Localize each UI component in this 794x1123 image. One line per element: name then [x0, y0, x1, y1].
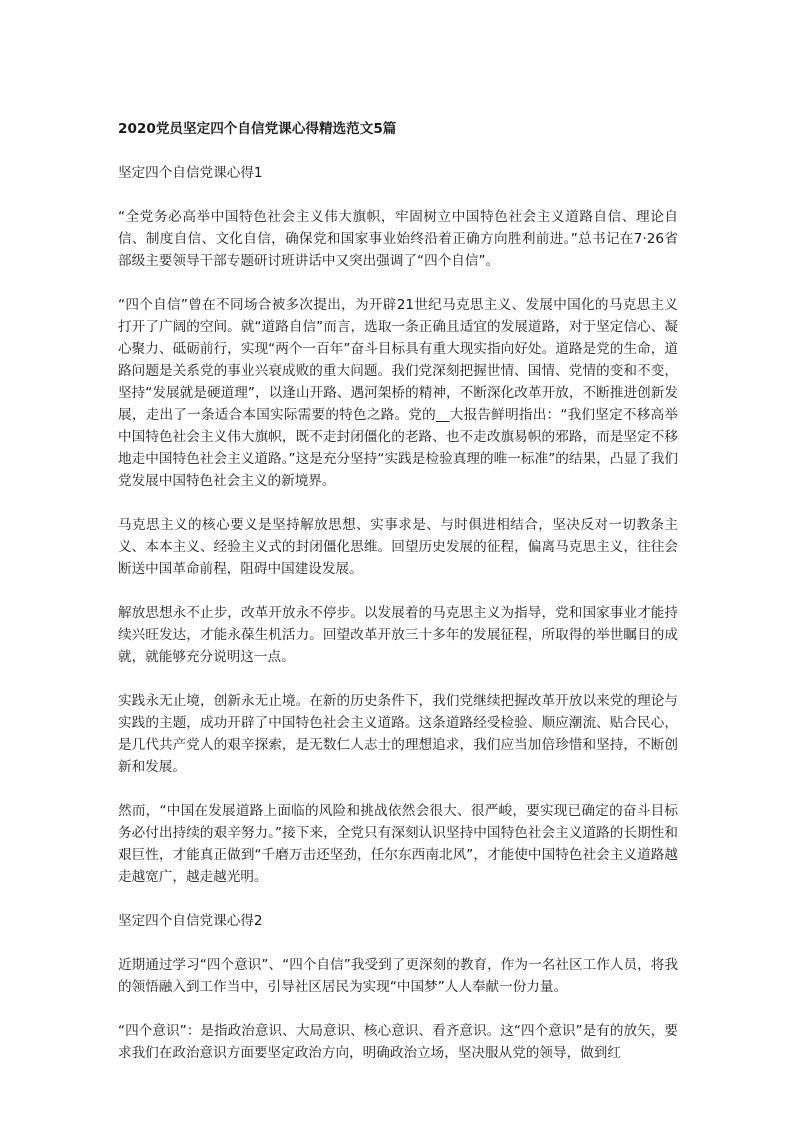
paragraph: “全党务必高举中国特色社会主义伟大旗帜，牢固树立中国特色社会主义道路自信、理论自信、制度自信、文化自信，确保党和国家事业始终沿着正确方向胜利前进。”总书记在7·26省部级主要领导干部专题研讨班讲话中又突出强调了“四个自信”。 — [118, 209, 678, 269]
spacer — [118, 888, 678, 910]
spacer — [118, 184, 678, 206]
document-page — [118, 110, 678, 1064]
spacer — [118, 272, 678, 294]
section-heading-2: 坚定四个自信党课心得2 — [118, 913, 263, 929]
paragraph: 然而，“中国在发展道路上面临的风险和挑战依然会很大、很严峻，要实现已确定的奋斗目标务必付出持续的艰辛努力。”接下来，全党只有深刻认识坚持中国特色社会主义道路的长期性和艰巨性，才能真正做到“千磨万击还坚劲，任尔东西南北风”，才能使中国特色社会主义道路越走越宽广，越走越光明。 — [118, 803, 678, 885]
spacer — [118, 668, 678, 690]
spacer — [118, 998, 678, 1020]
spacer — [118, 580, 678, 602]
spacer — [118, 932, 678, 954]
paragraph: 马克思主义的核心要义是坚持解放思想、实事求是、与时俱进相结合，坚决反对一切教条主义、本本主义、经验主义式的封闭僵化思维。回望历史发展的征程，偏离马克思主义，往往会断送中国革命前程，阻碍中国建设发展。 — [118, 517, 678, 577]
spacer — [118, 492, 678, 514]
document-title: 2020党员坚定四个自信党课心得精选范文5篇 — [118, 121, 397, 137]
paragraph: 近期通过学习“四个意识”、“四个自信”我受到了更深刻的教育，作为一名社区工作人员，将我的领悟融入到工作当中，引导社区居民为实现“中国梦”人人奉献一份力量。 — [118, 957, 678, 995]
paragraph: 解放思想永不止步，改革开放永不停步。以发展着的马克思主义为指导，党和国家事业才能持续兴旺发达，才能永葆生机活力。回望改革开放三十多年的发展征程，所取得的举世瞩目的成就，就能够充分说明这一点。 — [118, 605, 678, 665]
paragraph: “四个自信”曾在不同场合被多次提出，为开辟21世纪马克思主义、发展中国化的马克思主义打开了广阔的空间。就“道路自信”而言，选取一条正确且适宜的发展道路，对于坚定信心、凝心聚力、砥砺前行，实现“两个一百年”奋斗目标具有重大现实指向好处。道路是党的生命，道路问题是关系党的事业兴衰成败的重大问题。我们党深刻把握世情、国情、党情的变和不变，坚持“发展就是硬道理”，以逢山开路、遇河架桥的精神，不断深化改革开放，不断推进创新发展，走出了一条适合本国实际需要的特色之路。党的__大报告鲜明指出：“我们坚定不移高举中国特色社会主义伟大旗帜，既不走封闭僵化的老路、也不走改旗易帜的邪路，而是坚定不移地走中国特色社会主义道路。”这是充分坚持“实践是检验真理的唯一标准”的结果，凸显了我们党发展中国特色社会主义的新境界。 — [118, 297, 678, 489]
section-heading-1: 坚定四个自信党课心得1 — [118, 165, 263, 181]
spacer — [118, 140, 678, 162]
spacer — [118, 778, 678, 800]
paragraph: “四个意识”：是指政治意识、大局意识、核心意识、看齐意识。这“四个意识”是有的放矢，要求我们在政治意识方面要坚定政治方向，明确政治立场，坚决服从党的领导，做到红 — [118, 1023, 678, 1061]
paragraph: 实践永无止境，创新永无止境。在新的历史条件下，我们党继续把握改革开放以来党的理论与实践的主题，成功开辟了中国特色社会主义道路。这条道路经受检验、顺应潮流、贴合民心，是几代共产党人的艰辛探索，是无数仁人志士的理想追求，我们应当加倍珍惜和坚持，不断创新和发展。 — [118, 693, 678, 775]
